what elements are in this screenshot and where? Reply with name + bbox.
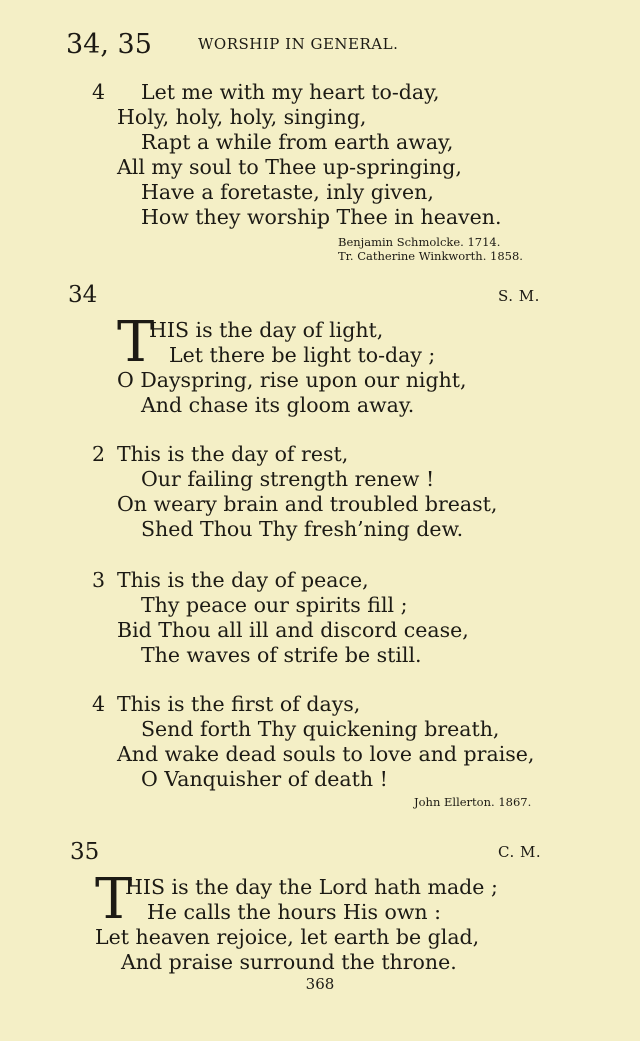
verse-line: O Dayspring, rise upon our night, (117, 368, 467, 392)
author-attribution: Benjamin Schmolcke. 1714. (338, 235, 501, 249)
verse-line: On weary brain and troubled breast, (117, 492, 498, 516)
verse-line: He calls the hours His own : (147, 900, 442, 924)
verse-line: HIS is the day the Lord hath made ; (125, 875, 498, 899)
verse-line: And praise surround the throne. (121, 950, 457, 974)
verse-line: This is the first of days, (117, 692, 361, 716)
verse-line: How they worship Thee in heaven. (141, 205, 502, 229)
verse-line: Holy, holy, holy, singing, (117, 105, 367, 129)
hymn-meter: S. M. (498, 287, 540, 305)
verse-line: Our failing strength renew ! (141, 467, 435, 491)
verse-line: This is the day of rest, (117, 442, 349, 466)
translator-attribution: Tr. Catherine Winkworth. 1858. (338, 249, 523, 263)
verse-line: Have a foretaste, inly given, (141, 180, 434, 204)
verse-line: All my soul to Thee up-springing, (117, 155, 462, 179)
page-number: 368 (305, 975, 335, 993)
header-title: WORSHIP IN GENERAL. (198, 35, 399, 53)
verse-line: Let there be light to-day ; (169, 343, 436, 367)
verse-line: This is the day of peace, (117, 568, 369, 592)
verse-number: 3 (92, 568, 106, 592)
verse-number: 4 (92, 692, 106, 716)
verse-number: 4 (92, 80, 106, 104)
verse-line: And wake dead souls to love and praise, (117, 742, 535, 766)
verse-line: And chase its gloom away. (141, 393, 415, 417)
verse-number: 2 (92, 442, 106, 466)
verse-line: Bid Thou all ill and discord cease, (117, 618, 469, 642)
drop-cap: T (117, 310, 155, 375)
verse-line: Let me with my heart to-day, (141, 80, 440, 104)
author-attribution: John Ellerton. 1867. (414, 795, 532, 809)
verse-line: Shed Thou Thy fresh’ning dew. (141, 517, 464, 541)
verse-line: Let heaven rejoice, let earth be glad, (95, 925, 480, 949)
verse-line: Send forth Thy quickening breath, (141, 717, 500, 741)
verse-line: HIS is the day of light, (149, 318, 384, 342)
verse-line: Rapt a while from earth away, (141, 130, 454, 154)
hymn-meter: C. M. (498, 843, 542, 861)
hymn-number: 34 (68, 282, 98, 308)
hymn-number: 35 (70, 839, 100, 865)
verse-line: O Vanquisher of death ! (141, 767, 388, 791)
drop-cap: T (95, 867, 133, 932)
verse-line: The waves of strife be still. (141, 643, 422, 667)
header-page-numbers: 34, 35 (66, 29, 152, 60)
verse-line: Thy peace our spirits fill ; (141, 593, 408, 617)
